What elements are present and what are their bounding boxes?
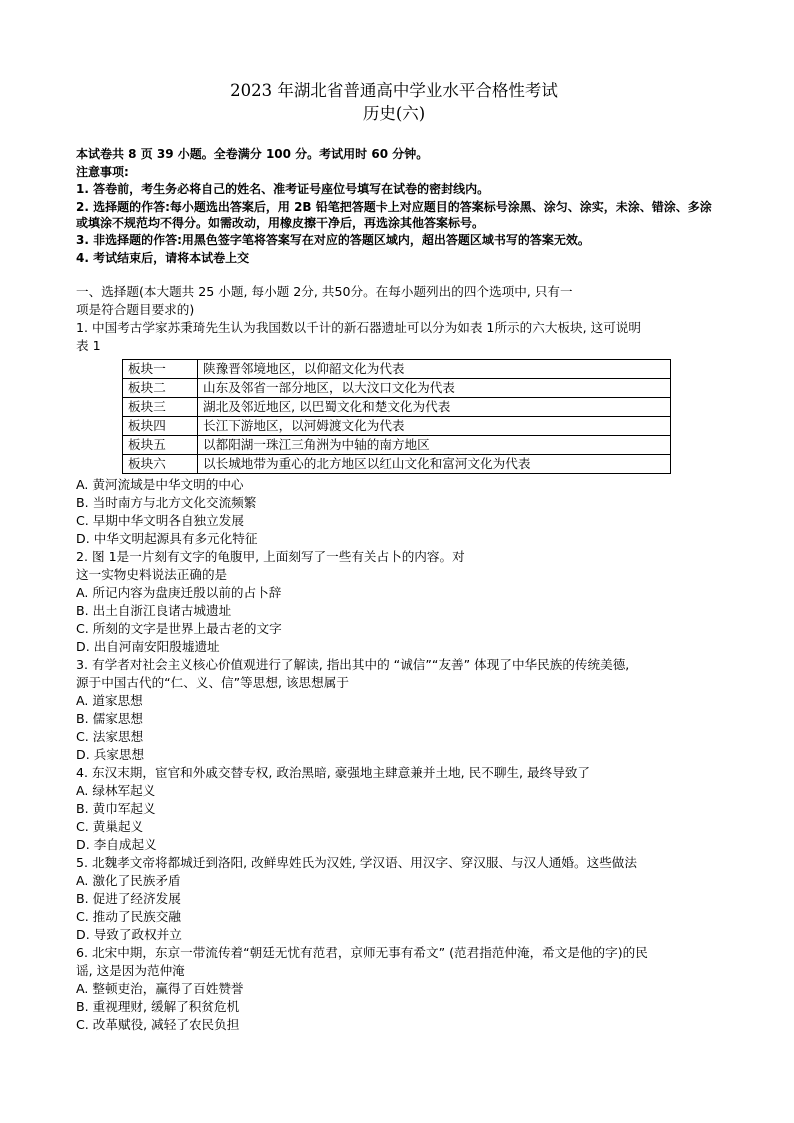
answer-option: B. 黄巾军起义 (76, 800, 156, 816)
exam-title: 2023 年湖北省普通高中学业水平合格性考试 (230, 81, 558, 100)
question-stem: 这一实物史料说法正确的是 (76, 566, 228, 582)
answer-option: A. 黄河流域是中华文明的中心 (76, 476, 244, 492)
answer-option: D. 出自河南安阳殷墟遗址 (76, 638, 220, 654)
table-cell: 长江下游地区，以河姆渡文化为代表 (198, 416, 671, 435)
table-cell: 湖北及邻近地区, 以巴蜀文化和楚文化为代表 (198, 397, 671, 416)
answer-option: A. 激化了民族矛盾 (76, 872, 181, 888)
table-row (123, 435, 671, 454)
answer-option: A. 绿林军起义 (76, 782, 156, 798)
answer-option: D. 中华文明起源具有多元化特征 (76, 530, 258, 546)
exam-subtitle: 历史(六) (362, 104, 426, 123)
answer-option: C. 法家思想 (76, 728, 144, 744)
answer-option: A. 所记内容为盘庚迁殷以前的占卜辞 (76, 584, 282, 600)
answer-option: D. 导致了政权并立 (76, 926, 182, 942)
answer-option: B. 促进了经济发展 (76, 890, 181, 906)
note-line: 注意事项: (76, 164, 129, 179)
answer-option: D. 李自成起义 (76, 836, 157, 852)
question-stem: 表 1 (76, 337, 101, 353)
question-stem: 2. 图 1是一片刻有文字的龟腹甲, 上面刻写了一些有关占卜的内容。对 (76, 548, 465, 564)
exam-notes (76, 146, 712, 266)
table-cell: 陕豫晋邻境地区，以仰韶文化为代表 (198, 359, 671, 378)
table-cell: 板块一 (123, 359, 198, 378)
table-row (123, 397, 671, 416)
answer-option: B. 重视理财, 缓解了积贫危机 (76, 998, 240, 1014)
answer-option: B. 当时南方与北方文化交流频繁 (76, 494, 257, 510)
answer-option: C. 黄巢起义 (76, 818, 144, 834)
table-cell: 以都阳湖一珠江三角洲为中轴的南方地区 (198, 435, 671, 454)
question-stem: 1. 中国考古学家苏秉琦先生认为我国数以千计的新石器遗址可以分为如表 1所示的六大板块, 这可说明 (76, 319, 641, 335)
note-line: 3. 非选择题的作答:用黑色签字笔将答案写在对应的答题区域内，超出答题区域书写的答案无效。 (76, 233, 590, 247)
question-stem: 6. 北宋中期，东京一带流传着“朝廷无忧有范君，京师无事有希文” (范君指范仲淹，希文是他的字)的民 (76, 944, 648, 960)
answer-option: A. 整顿吏治，赢得了百姓赞誉 (76, 980, 244, 996)
table-cell: 板块二 (123, 378, 198, 397)
table-cell: 板块六 (123, 454, 198, 473)
answer-option: C. 早期中华文明各自独立发展 (76, 512, 244, 528)
answer-option: B. 出土自浙江良诸古城遗址 (76, 602, 232, 618)
question-stem: 谣, 这是因为范仲淹 (76, 962, 185, 978)
note-line: 2. 选择题的作答:每小题选出答案后，用 2B 铅笔把答题卡上对应题目的答案标号涂黑、涂匀、涂实，未涂、错涂、多涂或填涂不规范均不得分。如需改动，用橡皮擦干净后，再选涂其他答案标号。 (76, 199, 712, 230)
exam-body (76, 283, 712, 1034)
question-stem: 4. 东汉末期，宦官和外戚交替专权, 政治黑暗, 豪强地主肆意兼并土地, 民不聊生, 最终导致了 (76, 764, 591, 780)
section-heading: 项是符合题目要求的) (76, 301, 195, 317)
table-row (123, 378, 671, 397)
table-cell: 以长城地带为重心的北方地区以红山文化和富河文化为代表 (198, 454, 671, 473)
section-heading: 一、选择题(本大题共 25 小题, 每小题 2分, 共50分。在每小题列出的四个选项中, 只有一 (76, 283, 573, 299)
table-row (123, 359, 671, 378)
answer-option: C. 所刻的文字是世界上最古老的文字 (76, 620, 282, 636)
table-cell: 板块四 (123, 416, 198, 435)
answer-option: D. 兵家思想 (76, 746, 145, 762)
answer-option: C. 推动了民族交融 (76, 908, 181, 924)
note-line: 本试卷共 8 页 39 小题。全卷满分 100 分。考试用时 60 分钟。 (76, 147, 429, 161)
question-stem: 5. 北魏孝文帝将都城迁到洛阳, 改鲜卑姓氏为汉姓, 学汉语、用汉字、穿汉服、与汉人通婚。这些做法 (76, 854, 637, 870)
neolithic-blocks-table (122, 359, 671, 474)
table-row (123, 454, 671, 473)
note-line: 4. 考试结束后，请将本试卷上交 (76, 250, 250, 265)
question-stem: 3. 有学者对社会主义核心价值观进行了解读, 指出其中的 “诚信”“友善” 体现了中华民族的传统美德, (76, 656, 630, 672)
answer-option: B. 儒家思想 (76, 710, 144, 726)
answer-option: C. 改革赋役, 减轻了农民负担 (76, 1016, 240, 1032)
table-cell: 山东及邻省一部分地区，以大汶口文化为代表 (198, 378, 671, 397)
table-cell: 板块五 (123, 435, 198, 454)
answer-option: A. 道家思想 (76, 692, 143, 708)
table-row (123, 416, 671, 435)
table-cell: 板块三 (123, 397, 198, 416)
note-line: 1. 答卷前，考生务必将自己的姓名、准考证号座位号填写在试卷的密封线内。 (76, 182, 490, 196)
question-stem: 源于中国古代的“仁、义、信”等思想, 该思想属于 (76, 674, 349, 690)
